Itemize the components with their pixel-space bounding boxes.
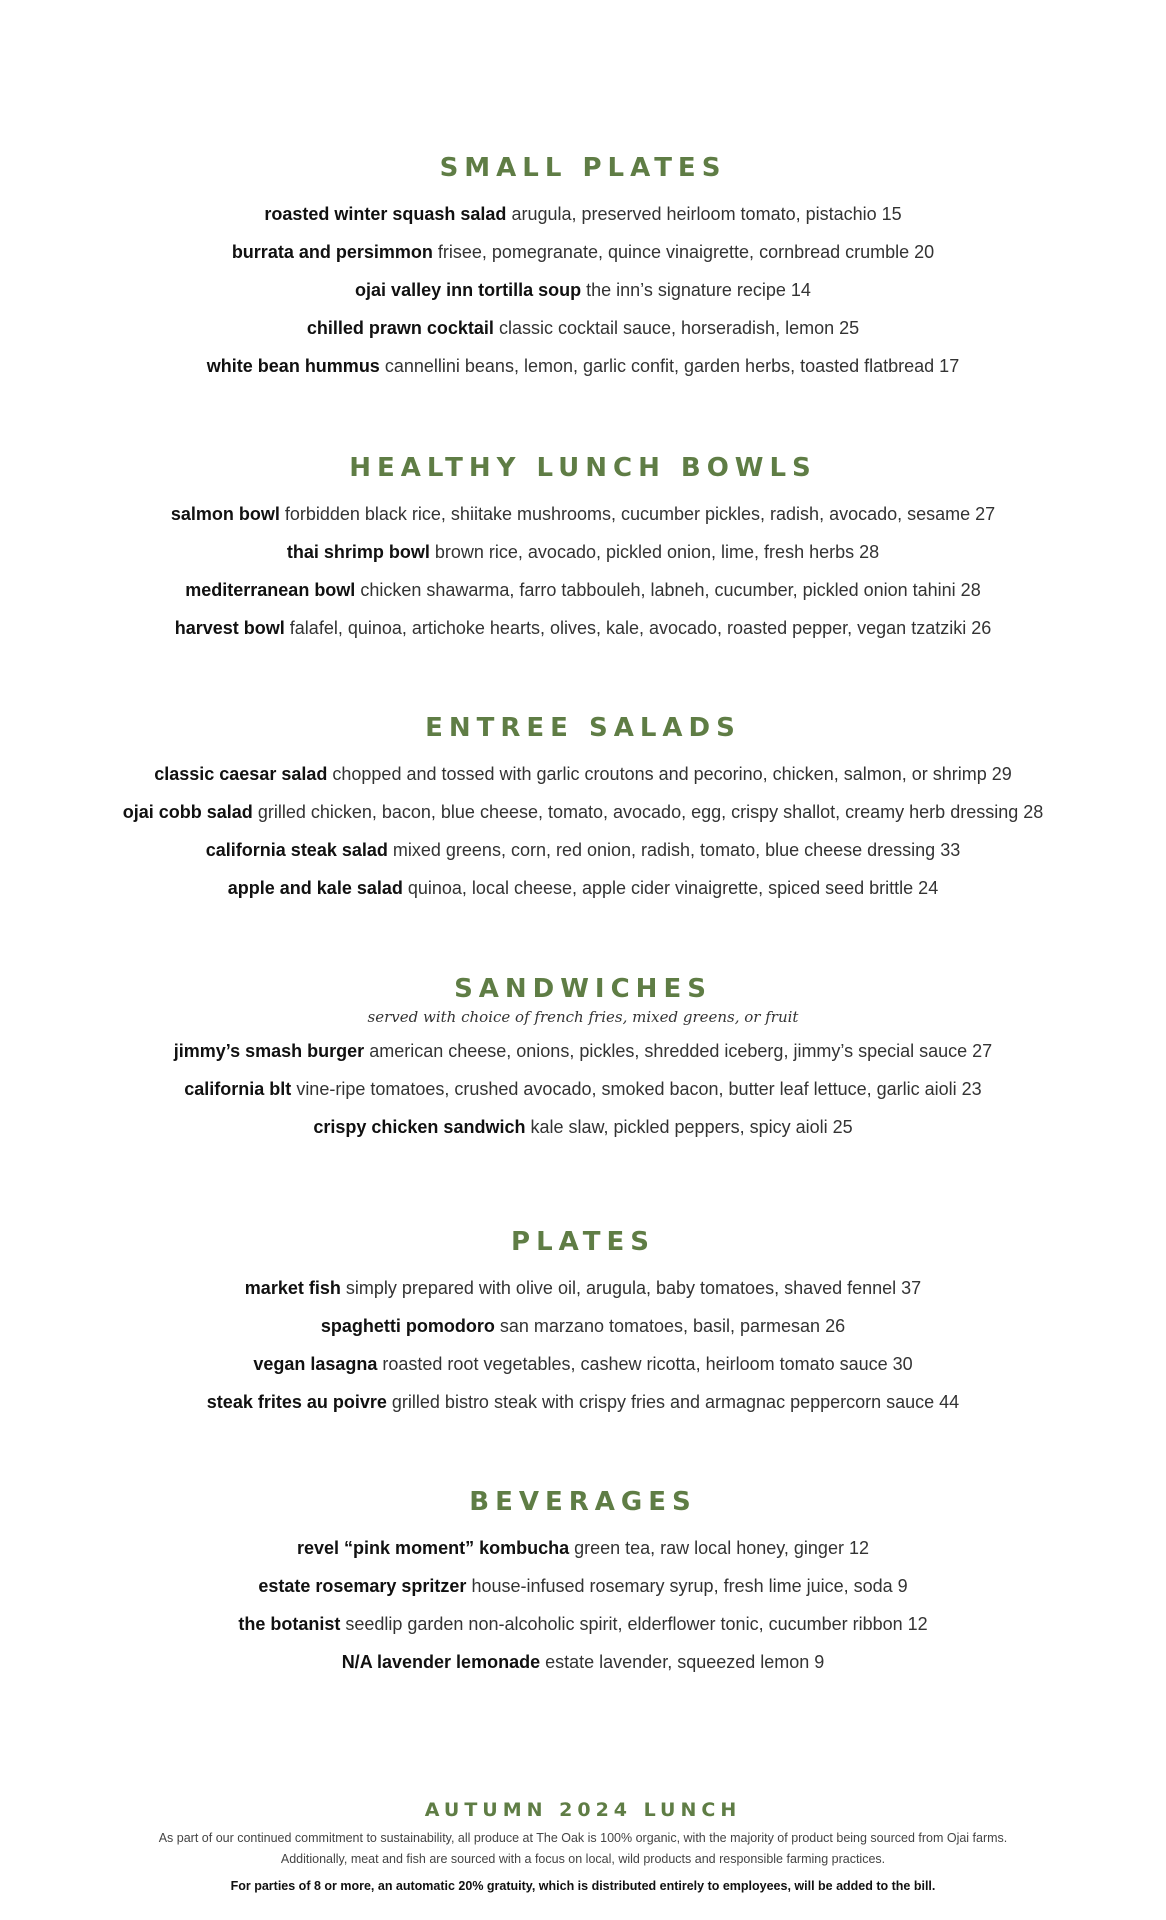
- menu-item: [0, 195, 1166, 233]
- item-name: classic caesar salad: [154, 764, 328, 784]
- menu-item: [0, 571, 1166, 609]
- menu-item: [0, 495, 1166, 533]
- item-name: burrata and persimmon: [231, 242, 433, 262]
- item-name: market fish: [244, 1278, 341, 1298]
- item-name: vegan lasagna: [253, 1354, 378, 1374]
- menu-item: [0, 1605, 1166, 1643]
- item-name: revel “pink moment” kombucha: [297, 1538, 570, 1558]
- item-name: mediterranean bowl: [185, 580, 356, 600]
- menu-item: [0, 1383, 1166, 1421]
- section-title: HEALTHY LUNCH BOWLS: [349, 453, 817, 483]
- item-name: salmon bowl: [170, 504, 280, 524]
- item-description: grilled bistro steak with crispy fries and armagnac peppercorn sauce 44: [391, 1392, 960, 1412]
- section-entree-salads: [0, 713, 1166, 907]
- item-name: crispy chicken sandwich: [313, 1117, 526, 1137]
- section-healthy-lunch-bowls: [0, 453, 1166, 647]
- item-name: chilled prawn cocktail: [306, 318, 494, 338]
- item-name: ojai cobb salad: [122, 802, 253, 822]
- item-name: steak frites au poivre: [206, 1392, 387, 1412]
- section-subtitle: served with choice of french fries, mixed greens, or fruit: [367, 1008, 799, 1026]
- menu-footer: [0, 1798, 1166, 1896]
- item-name: estate rosemary spritzer: [258, 1576, 467, 1596]
- menu-items: [0, 1269, 1166, 1421]
- section-title: SANDWICHES: [454, 974, 712, 1004]
- item-name: california steak salad: [205, 840, 388, 860]
- menu-items: [0, 755, 1166, 907]
- section-title: ENTREE SALADS: [425, 713, 741, 743]
- section-plates: [0, 1227, 1166, 1421]
- section-beverages: [0, 1487, 1166, 1681]
- menu-item: [0, 869, 1166, 907]
- menu-items: [0, 495, 1166, 647]
- section-small-plates: [0, 153, 1166, 385]
- menu-item: [0, 1567, 1166, 1605]
- sustainability-note-line: Additionally, meat and fish are sourced with a focus on local, wild products and responsible farming practices.: [280, 1852, 886, 1866]
- item-description: frisee, pomegranate, quince vinaigrette, cornbread crumble 20: [437, 242, 935, 262]
- item-name: california blt: [184, 1079, 292, 1099]
- item-description: san marzano tomatoes, basil, parmesan 26: [499, 1316, 846, 1336]
- item-description: chopped and tossed with garlic croutons and pecorino, chicken, salmon, or shrimp 29: [332, 764, 1012, 784]
- menu-item: [0, 755, 1166, 793]
- menu-item: [0, 533, 1166, 571]
- menu-item: [0, 1529, 1166, 1567]
- menu-item: [0, 271, 1166, 309]
- item-description: seedlip garden non-alcoholic spirit, elderflower tonic, cucumber ribbon 12: [345, 1614, 928, 1634]
- item-description: brown rice, avocado, pickled onion, lime, fresh herbs 28: [434, 542, 880, 562]
- item-description: classic cocktail sauce, horseradish, lemon 25: [498, 318, 860, 338]
- item-description: estate lavender, squeezed lemon 9: [545, 1652, 825, 1672]
- menu-item: [0, 1345, 1166, 1383]
- item-description: house-infused rosemary syrup, fresh lime juice, soda 9: [471, 1576, 908, 1596]
- menu-item: [0, 1032, 1166, 1070]
- menu-item: [0, 1108, 1166, 1146]
- item-description: quinoa, local cheese, apple cider vinaigrette, spiced seed brittle 24: [407, 878, 939, 898]
- item-name: ojai valley inn tortilla soup: [355, 280, 582, 300]
- item-description: chicken shawarma, farro tabbouleh, labneh, cucumber, pickled onion tahini 28: [360, 580, 981, 600]
- item-name: spaghetti pomodoro: [320, 1316, 495, 1336]
- item-name: N/A lavender lemonade: [341, 1652, 541, 1672]
- item-description: mixed greens, corn, red onion, radish, tomato, blue cheese dressing 33: [392, 840, 961, 860]
- item-name: jimmy’s smash burger: [173, 1041, 365, 1061]
- sustainability-note-line: As part of our continued commitment to sustainability, all produce at The Oak is 100% organic, with the majority of product being sourced from Ojai farms.: [158, 1831, 1008, 1845]
- menu-item: [0, 347, 1166, 385]
- menu-items: [0, 1529, 1166, 1681]
- menu-item: [0, 1070, 1166, 1108]
- menu-item: [0, 1269, 1166, 1307]
- item-name: white bean hummus: [206, 356, 380, 376]
- item-name: the botanist: [238, 1614, 341, 1634]
- gratuity-notice: For parties of 8 or more, an automatic 20% gratuity, which is distributed entirely to employees, will be added to the bill.: [230, 1879, 936, 1893]
- menu-item: [0, 609, 1166, 647]
- item-description: kale slaw, pickled peppers, spicy aioli 25: [530, 1117, 853, 1137]
- menu-item: [0, 793, 1166, 831]
- item-name: apple and kale salad: [227, 878, 403, 898]
- item-name: thai shrimp bowl: [286, 542, 430, 562]
- item-description: cannellini beans, lemon, garlic confit, garden herbs, toasted flatbread 17: [384, 356, 960, 376]
- item-description: forbidden black rice, shiitake mushrooms, cucumber pickles, radish, avocado, sesame 27: [284, 504, 996, 524]
- item-description: vine-ripe tomatoes, crushed avocado, smoked bacon, butter leaf lettuce, garlic aioli 23: [296, 1079, 982, 1099]
- item-description: american cheese, onions, pickles, shredded iceberg, jimmy’s special sauce 27: [369, 1041, 993, 1061]
- item-description: the inn’s signature recipe 14: [586, 280, 811, 300]
- item-description: simply prepared with olive oil, arugula, baby tomatoes, shaved fennel 37: [345, 1278, 922, 1298]
- item-description: arugula, preserved heirloom tomato, pistachio 15: [511, 204, 902, 224]
- menu-item: [0, 831, 1166, 869]
- item-name: roasted winter squash salad: [264, 204, 507, 224]
- section-title: BEVERAGES: [469, 1487, 697, 1517]
- menu-item: [0, 233, 1166, 271]
- menu-item: [0, 1643, 1166, 1681]
- section-title: SMALL PLATES: [439, 153, 727, 183]
- section-title: PLATES: [511, 1227, 655, 1257]
- item-description: roasted root vegetables, cashew ricotta, heirloom tomato sauce 30: [382, 1354, 913, 1374]
- menu-items: [0, 195, 1166, 385]
- item-description: grilled chicken, bacon, blue cheese, tomato, avocado, egg, crispy shallot, creamy herb dressing 28: [257, 802, 1044, 822]
- item-description: falafel, quinoa, artichoke hearts, olives, kale, avocado, roasted pepper, vegan tzatziki 26: [289, 618, 992, 638]
- menu-item: [0, 309, 1166, 347]
- menu-item: [0, 1307, 1166, 1345]
- item-description: green tea, raw local honey, ginger 12: [574, 1538, 869, 1558]
- menu-items: [0, 1032, 1166, 1146]
- footer-title: AUTUMN 2024 LUNCH: [424, 1799, 742, 1821]
- section-sandwiches: [0, 974, 1166, 1146]
- item-name: harvest bowl: [174, 618, 285, 638]
- sustainability-note: [0, 1828, 1166, 1870]
